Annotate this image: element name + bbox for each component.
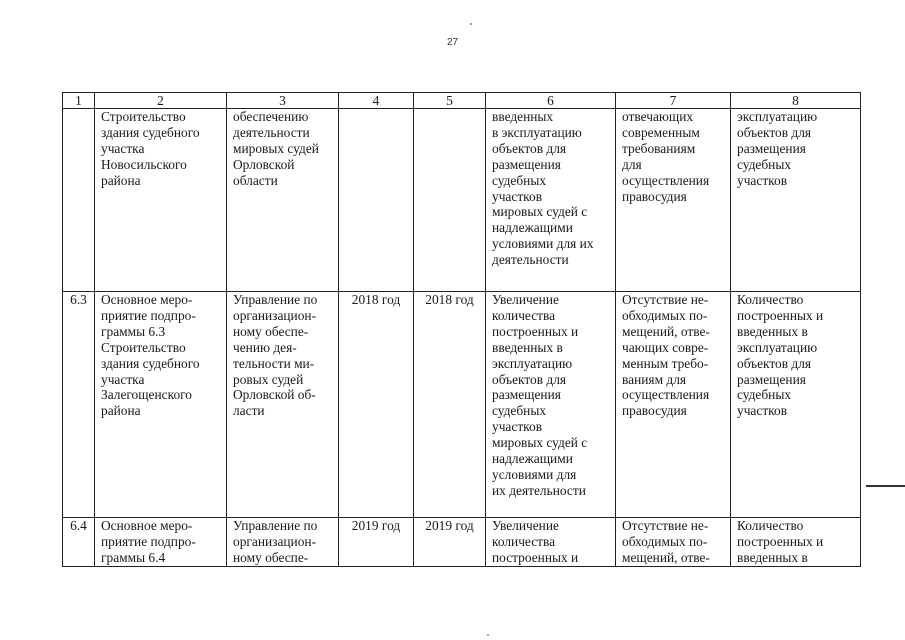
measure-name-cell: Основное меро- приятие подпро- граммы 6.4 — [95, 518, 227, 567]
column-header: 2 — [95, 93, 227, 109]
column-header: 8 — [731, 93, 861, 109]
row-number-cell: 6.3 — [63, 292, 95, 518]
table-header-row — [63, 93, 861, 109]
expected-result-cell: Увеличение количества построенных и — [486, 518, 616, 567]
end-year-cell — [414, 109, 486, 292]
column-header: 7 — [616, 93, 731, 109]
executor-cell: обеспечению деятельности мировых судей Орловской области — [227, 109, 339, 292]
column-header: 6 — [486, 93, 616, 109]
end-year-cell: 2019 год — [414, 518, 486, 567]
expected-result-cell: введенных в эксплуатацию объектов для размещения судебных участков мировых судей с надлежащими условиями для их деятельности — [486, 109, 616, 292]
scan-speck — [487, 634, 489, 636]
executor-cell: Управление по организацион- ному обеспе- — [227, 518, 339, 567]
indicator-cell: эксплуатацию объектов для размещения судебных участков — [731, 109, 861, 292]
row-number-cell: 6.4 — [63, 518, 95, 567]
expected-result-cell: Увеличение количества построенных и введенных в эксплуатацию объектов для размещения судебных участков мировых судей с надлежащими условиями для их деятельности — [486, 292, 616, 518]
page-number: 27 — [446, 37, 459, 48]
table-row — [63, 518, 861, 567]
program-measures-table — [62, 92, 861, 567]
measure-name-cell: Основное меро- приятие подпро- граммы 6.3 Строительство здания судебного участка Залегощенского района — [95, 292, 227, 518]
indicator-cell: Количество построенных и введенных в эксплуатацию объектов для размещения судебных участков — [731, 292, 861, 518]
measure-name-cell: Строительство здания судебного участка Новосильского района — [95, 109, 227, 292]
consequences-cell: Отсутствие не- обходимых по- мещений, отве- чающих совре- менным требо- ваниям для осуществления правосудия — [616, 292, 731, 518]
column-header: 3 — [227, 93, 339, 109]
table-row — [63, 292, 861, 518]
scan-speck — [470, 23, 472, 25]
start-year-cell: 2019 год — [339, 518, 414, 567]
scan-margin-line — [866, 485, 905, 487]
start-year-cell — [339, 109, 414, 292]
start-year-cell: 2018 год — [339, 292, 414, 518]
row-number-cell — [63, 109, 95, 292]
end-year-cell: 2018 год — [414, 292, 486, 518]
table-row — [63, 109, 861, 292]
column-header: 1 — [63, 93, 95, 109]
indicator-cell: Количество построенных и введенных в — [731, 518, 861, 567]
column-header: 5 — [414, 93, 486, 109]
consequences-cell: Отсутствие не- обходимых по- мещений, отве- — [616, 518, 731, 567]
column-header: 4 — [339, 93, 414, 109]
executor-cell: Управление по организацион- ному обеспе- чению дея- тельности ми- ровых судей Орловской об- ласти — [227, 292, 339, 518]
consequences-cell: отвечающих современным требованиям для осуществления правосудия — [616, 109, 731, 292]
